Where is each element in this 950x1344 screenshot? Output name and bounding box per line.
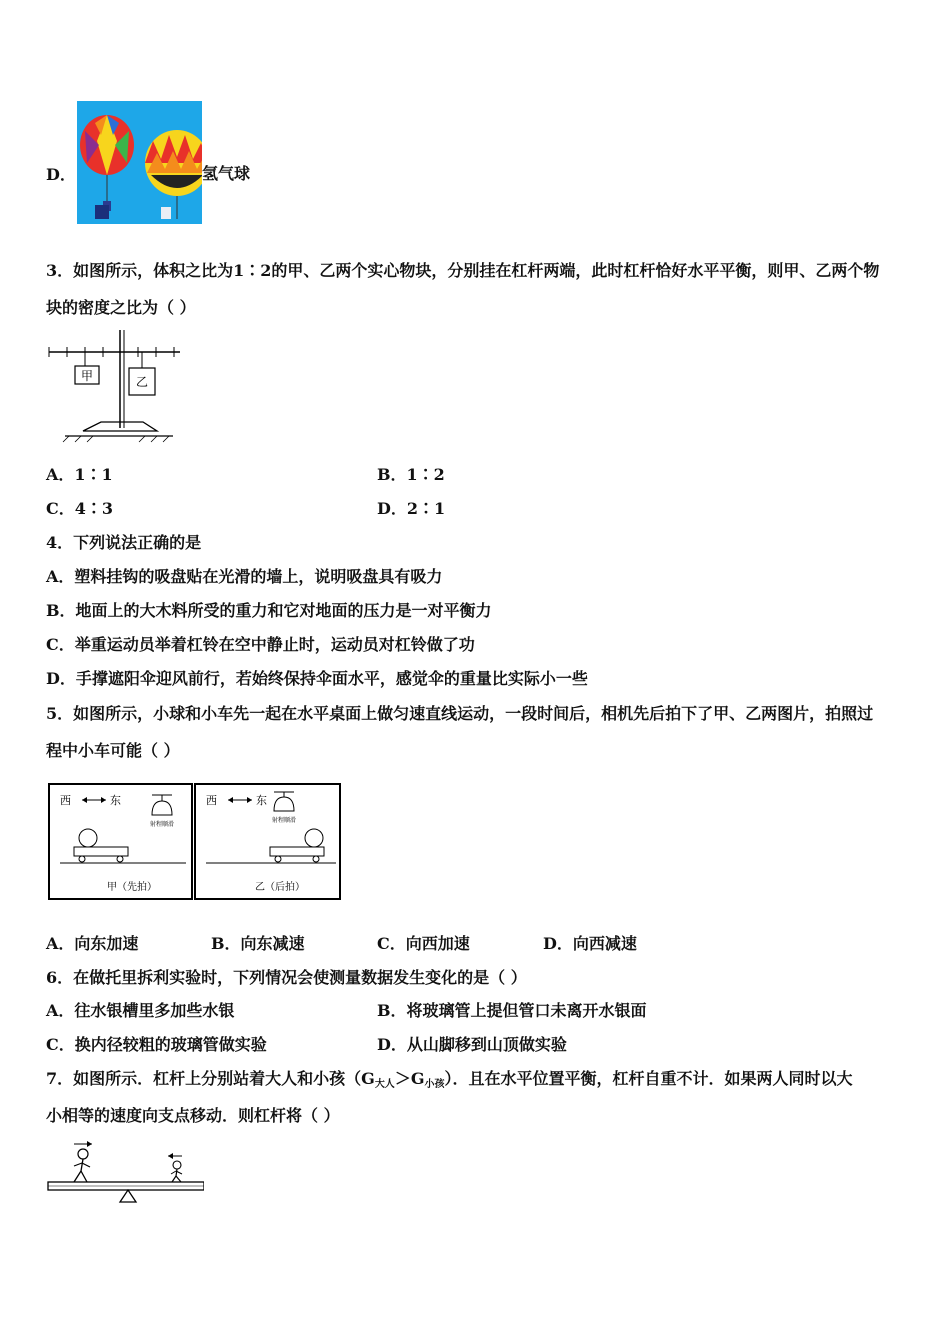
q6-option-a: A．往水银槽里多加些水银 [46, 1001, 235, 1020]
q6-option-d: D．从山脚移到山顶做实验 [377, 1035, 567, 1054]
q2-option-d-caption: 氢气球 [202, 164, 251, 183]
q4-stem: 4．下列说法正确的是 [46, 533, 202, 552]
q7-stem-line1 [46, 1069, 853, 1095]
q7-sub-adult: 大人 [374, 1079, 395, 1090]
q3-option-c: C．4∶3 [46, 499, 114, 518]
fulcrum-triangle [120, 1190, 136, 1202]
q3-lever-figure [45, 328, 180, 443]
panel-yi-west: 西 [206, 794, 217, 807]
q6-stem: 6．在做托里拆利实验时，下列情况会使测量数据发生变化的是（ ） [46, 968, 527, 987]
q5-option-b: B．向东减速 [211, 934, 305, 953]
q5-option-a: A．向东加速 [46, 934, 139, 953]
hydrogen-balloon-photo [77, 101, 202, 224]
panel-jia-ball [79, 829, 97, 847]
panel-yi-east: 东 [256, 794, 267, 807]
q3-stem-line2: 块的密度之比为（ ） [46, 298, 196, 317]
block-jia-label: 甲 [80, 369, 94, 383]
q3-option-d: D．2∶1 [377, 499, 446, 518]
child-figure [168, 1153, 182, 1182]
panel-yi-cart [270, 847, 324, 856]
banner-right [161, 207, 171, 219]
q2-option-d-letter: D． [46, 165, 76, 184]
panel-jia-east: 东 [110, 794, 121, 807]
q4-option-a: A．塑料挂钩的吸盘贴在光滑的墙上，说明吸盘具有吸力 [46, 567, 443, 586]
q7-seesaw-figure [46, 1138, 204, 1208]
q6-option-c: C．换内径较粗的玻璃管做实验 [46, 1035, 267, 1054]
q7-stem-line2: 小相等的速度向支点移动．则杠杆将（ ） [46, 1106, 340, 1125]
panel-jia-cart [74, 847, 128, 856]
panel-yi-bell-caption: 射程顺滑 [271, 817, 297, 824]
panel-jia-caption: 甲（先拍） [107, 882, 157, 893]
q5-option-c: C．向西加速 [377, 934, 470, 953]
adult-figure [74, 1141, 92, 1182]
q5-photo-figure [48, 783, 341, 901]
q5-option-d: D．向西减速 [543, 934, 637, 953]
q6-option-b: B．将玻璃管上提但管口未离开水银面 [377, 1001, 647, 1020]
q3-option-a: A．1∶1 [46, 465, 113, 484]
q5-stem-line1: 5．如图所示，小球和小车先一起在水平桌面上做匀速直线运动，一段时间后，相机先后拍下了甲、乙两图片，拍照过 [46, 704, 874, 723]
q3-stem-line1: 3．如图所示，体积之比为1∶2的甲、乙两个实心物块，分别挂在杠杆两端，此时杠杆恰好水平平衡，则甲、乙两个物 [46, 261, 880, 280]
q5-stem-line2: 程中小车可能（ ） [46, 741, 180, 760]
banner-left [95, 205, 109, 219]
q3-option-b: B．1∶2 [377, 465, 445, 484]
q4-option-d: D．手撑遮阳伞迎风前行，若始终保持伞面水平，感觉伞的重量比实际小一些 [46, 669, 588, 688]
q4-option-c: C．举重运动员举着杠铃在空中静止时，运动员对杠铃做了功 [46, 635, 475, 654]
panel-jia-west: 西 [60, 794, 71, 807]
q7-stem-part1: 7．如图所示．杠杆上分别站着大人和小孩（G [46, 1069, 375, 1088]
q7-sub-child: 小孩 [424, 1079, 445, 1090]
panel-yi-caption: 乙（后拍） [255, 882, 305, 893]
block-yi-label: 乙 [135, 375, 149, 389]
q7-stem-gt: ＞G [394, 1069, 425, 1088]
q7-stem-part2: ）．且在水平位置平衡，杠杆自重不计．如果两人同时以大 [444, 1069, 853, 1088]
panel-jia-bell-caption: 射程顺滑 [149, 821, 175, 828]
q4-option-b: B．地面上的大木料所受的重力和它对地面的压力是一对平衡力 [46, 601, 492, 620]
panel-yi-ball [305, 829, 323, 847]
